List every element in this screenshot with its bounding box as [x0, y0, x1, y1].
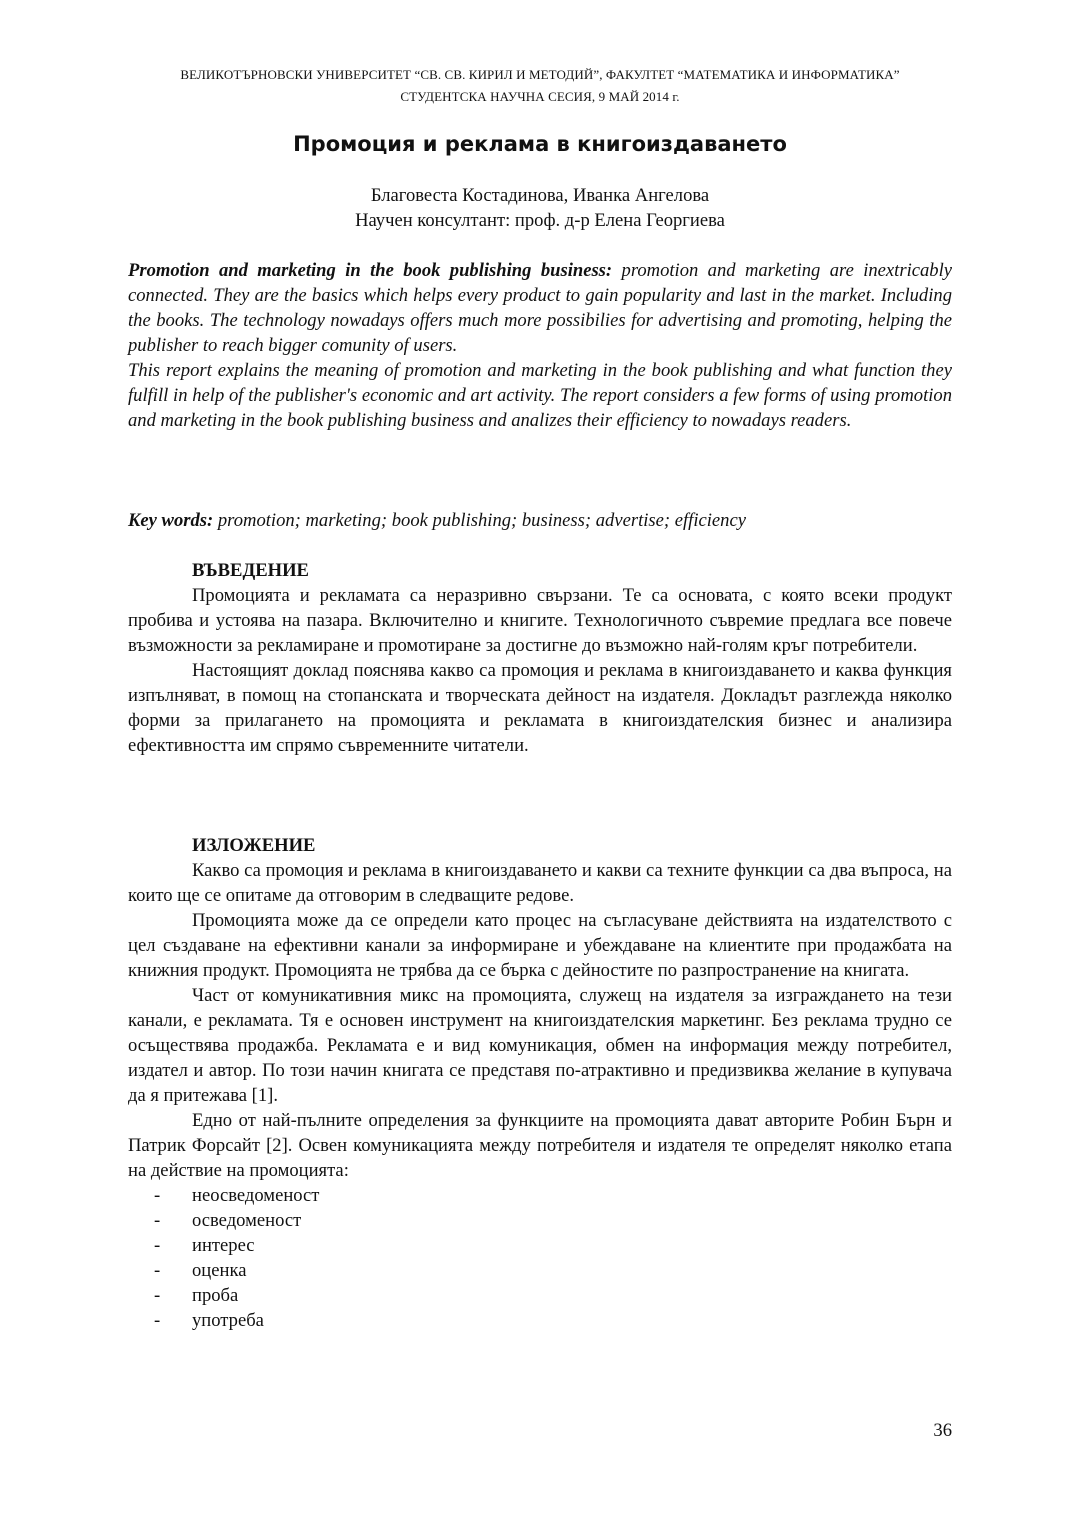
list-dash: - — [154, 1210, 161, 1231]
body-paragraph-1: Какво са промоция и реклама в книгоиздаването и какви са техните функции са два въпроса, на които ще се опитаме да отговорим в следващите редове. — [128, 860, 952, 906]
abstract-paragraph-2: This report explains the meaning of promotion and marketing in the book publishing and what function they fulfill in help of the publisher's economic and art activity. The report considers a few forms of using promotion and marketing in the book publishing business and analizes their efficiency to nowadays readers. — [128, 360, 952, 431]
abstract-lead: Promotion and marketing in the book publishing business: — [128, 260, 613, 281]
list-dash: - — [154, 1235, 161, 1256]
page-number: 36 — [933, 1420, 952, 1441]
list-item-text: проба — [192, 1285, 239, 1306]
list-item-text: осведоменост — [192, 1210, 302, 1231]
list-item — [128, 1183, 952, 1208]
promotion-stages-list — [128, 1183, 952, 1333]
advisor-line: Научен консултант: проф. д-р Елена Георгиева — [355, 210, 725, 231]
running-header — [128, 64, 952, 108]
list-dash: - — [154, 1285, 161, 1306]
header-line-1: ВЕЛИКОТЪРНОВСКИ УНИВЕРСИТЕТ “СВ. СВ. КИРИЛ И МЕТОДИЙ”, ФАКУЛТЕТ “МАТЕМАТИКА И ИНФОРМАТИКА” — [180, 67, 900, 82]
keywords-text: promotion; marketing; book publishing; business; advertise; efficiency — [217, 510, 746, 531]
paper-title: Промоция и реклама в книгоиздаването — [293, 132, 787, 156]
author-names: Благовеста Костадинова, Иванка Ангелова — [370, 185, 710, 206]
section-heading-introduction: ВЪВЕДЕНИЕ — [192, 560, 309, 581]
intro-paragraph-2: Настоящият доклад пояснява какво са промоция и реклама в книгоиздаването и каква функция изпълняват, в помощ на стопанската и творческата дейност на издателя. Докладът разглежда няколко форми за прилагането на промоцията и рекламата в книгоиздателския бизнес и анализира ефективността им спрямо съвременните читатели. — [128, 660, 952, 756]
body-paragraph-4: Едно от най-пълните определения за функциите на промоцията дават авторите Робин Бърн и Патрик Форсайт [2]. Освен комуникацията между потребителя и издателя те определят няколко етапа на действие на промоцията: — [128, 1110, 952, 1181]
list-dash: - — [154, 1260, 161, 1281]
list-item — [128, 1233, 952, 1258]
intro-paragraph-1: Промоцията и рекламата са неразривно свързани. Те са основата, с която всеки продукт пробива и устоява на пазара. Включително и книгите. Технологичното съвремие предлага все повече възможности за рекламиране и промотиране за достигне до възможно най-голям кръг потребители. — [128, 585, 952, 656]
abstract — [128, 258, 952, 433]
list-item — [128, 1258, 952, 1283]
body-paragraph-3: Част от комуникативния микс на промоцията, служещ на издателя за изграждането на тези канали, е рекламата. Тя е основен инструмент на книгоиздателския маркетинг. Без реклама трудно се осъществява продажба. Рекламата е и вид комуникация, обмен на информация между потребител, издател и автор. По този начин книгата се представя по-атрактивно и предизвиква желание в купувача да я притежава [1]. — [128, 985, 952, 1106]
list-item-text: употреба — [192, 1310, 264, 1331]
keywords — [128, 508, 952, 533]
header-line-2: СТУДЕНТСКА НАУЧНА СЕСИЯ, 9 МАЙ 2014 г. — [400, 89, 680, 104]
section-introduction — [128, 558, 952, 758]
list-item-text: неосведоменост — [192, 1185, 320, 1206]
abstract-text-1: promotion and marketing are inextricably connected. They are the basics which helps every product to gain popularity and last in the market. Including the books. The technology nowadays offers much more possibilies for advertising and promoting, helping the publisher to reach bigger comunity of users. — [128, 260, 952, 356]
keywords-label: Key words: — [128, 510, 214, 531]
list-item — [128, 1208, 952, 1233]
list-item-text: оценка — [192, 1260, 247, 1281]
list-dash: - — [154, 1185, 161, 1206]
section-exposition — [128, 833, 952, 1333]
list-item-text: интерес — [192, 1235, 255, 1256]
abstract-paragraph-1 — [128, 258, 952, 358]
authors-block — [128, 183, 952, 233]
list-dash: - — [154, 1310, 161, 1331]
list-item — [128, 1308, 952, 1333]
list-item — [128, 1283, 952, 1308]
body-paragraph-2: Промоцията може да се определи като процес на съгласуване действията на издателството с цел създаване на ефективни канали за информиране и убеждаване на клиентите при продажбата на книжния продукт. Промоцията не трябва да се бърка с дейностите по разпространение на книгата. — [128, 910, 952, 981]
section-heading-exposition: ИЗЛОЖЕНИЕ — [192, 835, 316, 856]
